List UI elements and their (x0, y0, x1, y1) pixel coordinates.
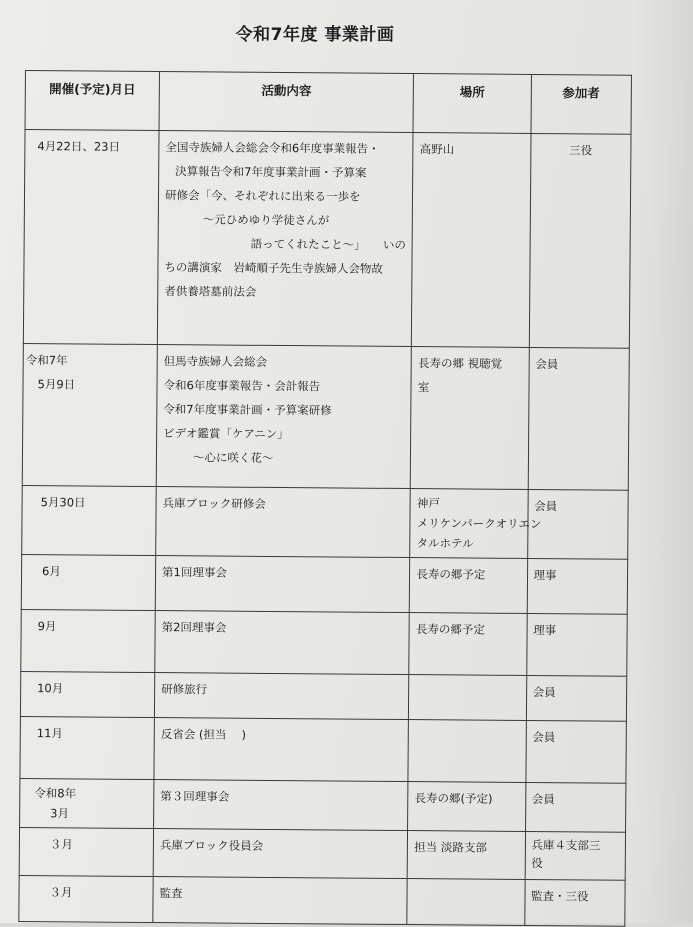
page-shadow (633, 0, 693, 923)
activity-line: 兵庫ブロック研修会 (162, 496, 266, 511)
activity-line: 研修会「今、それぞれに出来る一歩を (164, 188, 361, 204)
cell-attendees (527, 558, 628, 614)
plan-table-wrapper (18, 70, 632, 925)
attendees-line: 会員 (535, 357, 559, 372)
cell-place (409, 613, 527, 676)
attendees-line: 会員 (532, 685, 556, 700)
cell-place (412, 133, 531, 348)
date-line: 4月22日、23日 (37, 139, 121, 154)
cell-date (21, 609, 155, 672)
table-row (20, 671, 626, 721)
cell-place (409, 675, 527, 721)
date-line: 9月 (37, 619, 57, 634)
date-line: ３月 (49, 837, 73, 852)
header-place: 場所 (413, 74, 531, 134)
activity-line: 全国寺族婦人会総会令和6年度事業報告・ (165, 140, 380, 156)
activity-line: 監査 (159, 886, 183, 901)
place-line: 長寿の郷予定 (416, 567, 486, 582)
place-line: 高野山 (419, 142, 455, 157)
activity-line: 但馬寺族婦人会総会 (163, 354, 268, 369)
cell-date (21, 554, 155, 610)
table-row (22, 485, 629, 559)
place-line: 担当 淡路支部 (414, 840, 487, 855)
attendees-line: 会員 (531, 792, 555, 807)
table-row (19, 827, 625, 880)
activity-line: ビデオ鑑賞「ケアニン」 (163, 426, 289, 442)
place-line: 室 (417, 380, 430, 395)
activity-line: 反省会 (担当 ) (160, 727, 247, 742)
cell-attendees (528, 347, 630, 490)
attendees-line: 理事 (533, 623, 557, 638)
place-line: 長寿の郷 視聴覚 (417, 356, 503, 371)
date-line: 5月30日 (40, 495, 86, 510)
cell-date (20, 716, 154, 779)
cell-attendees (526, 675, 627, 721)
header-activity: 活動内容 (159, 72, 414, 133)
table-header-row (25, 71, 631, 135)
page-title: 令和7年度 事業計画 (235, 25, 395, 45)
attendees-line: 監査・三役 (530, 889, 589, 904)
activity-line: 研修旅行 (161, 682, 208, 697)
table-row (22, 343, 629, 490)
cell-date (22, 343, 157, 486)
cell-place (410, 558, 528, 614)
date-line: 令和7年 (25, 353, 68, 368)
cell-attendees (526, 613, 627, 676)
attendees-line: 役 (531, 856, 543, 871)
activity-line: 語ってくれたこと～」 いの (250, 236, 406, 252)
table-row (21, 554, 627, 614)
cell-attendees (529, 133, 631, 348)
place-line (416, 679, 520, 680)
place-line: タルホテル (416, 536, 474, 551)
activity-line: 第1回理事会 (161, 565, 227, 580)
activity-line: 第３回理事会 (160, 789, 230, 804)
cell-activity (153, 829, 408, 879)
cell-activity (154, 673, 409, 720)
date-line: 5月9日 (37, 377, 76, 392)
cell-attendees (525, 782, 626, 832)
cell-date (23, 130, 159, 345)
attendees-line: 会員 (532, 730, 556, 745)
cell-place (410, 489, 542, 559)
cell-attendees (525, 831, 626, 880)
date-line: 6月 (42, 564, 61, 579)
date-line: 10月 (37, 681, 64, 696)
cell-activity (153, 877, 408, 925)
activity-line: 決算報告令和7年度事業計画・予算案 (175, 164, 367, 180)
plan-table (18, 70, 632, 927)
cell-activity (155, 611, 410, 675)
cell-place (408, 720, 526, 783)
cell-place (407, 831, 525, 880)
cell-activity (154, 718, 409, 782)
attendees-line: 兵庫４支部三 (531, 838, 601, 853)
cell-attendees (524, 879, 625, 926)
activity-line: ～元ひめゆり学徒さんが (202, 212, 330, 228)
cell-date (19, 875, 153, 922)
activity-line: ちの講演家 岩崎順子先生寺族婦人会物故 (164, 260, 383, 276)
cell-activity (155, 556, 410, 613)
cell-activity (156, 345, 411, 489)
place-line: メリケンパークオリエン (416, 516, 542, 532)
attendees-line: 理事 (533, 568, 557, 583)
attendees-line: 三役 (569, 143, 593, 158)
cell-place (407, 879, 525, 926)
cell-place (408, 782, 526, 832)
place-line: 長寿の郷(予定) (414, 791, 493, 806)
table-row (20, 778, 626, 832)
cell-place (411, 347, 529, 490)
date-line: ３月 (49, 885, 73, 900)
cell-date (22, 485, 157, 555)
cell-attendees (527, 489, 628, 559)
cell-activity (156, 487, 411, 558)
date-line: 11月 (36, 726, 63, 741)
table-row (19, 875, 625, 926)
place-line: 長寿の郷予定 (415, 622, 485, 637)
table-row (21, 609, 627, 676)
cell-activity (154, 780, 409, 831)
cell-activity (157, 131, 413, 347)
attendees-line: 会員 (534, 499, 558, 514)
date-line: 3月 (50, 806, 70, 821)
cell-date (19, 827, 153, 876)
activity-line: ～心に咲く花～ (192, 450, 274, 465)
activity-line: 兵庫ブロック役員会 (159, 838, 264, 853)
activity-line: 令和6年度事業報告・会計報告 (163, 378, 321, 394)
activity-line: 第2回理事会 (161, 620, 227, 635)
place-line (415, 724, 519, 725)
place-line (414, 883, 518, 884)
header-date: 開催(予定)月日 (25, 71, 159, 131)
place-line: 神戸 (416, 496, 440, 511)
cell-date (20, 778, 154, 828)
table-row (23, 130, 631, 349)
cell-date (20, 671, 154, 717)
table-row (20, 716, 626, 783)
cell-attendees (525, 720, 626, 783)
activity-line: 令和7年度事業計画・予算案研修 (163, 402, 332, 418)
activity-line: 者供養塔墓前法会 (164, 284, 257, 299)
date-line: 令和8年 (34, 786, 77, 801)
header-attendees: 参加者 (531, 74, 632, 134)
